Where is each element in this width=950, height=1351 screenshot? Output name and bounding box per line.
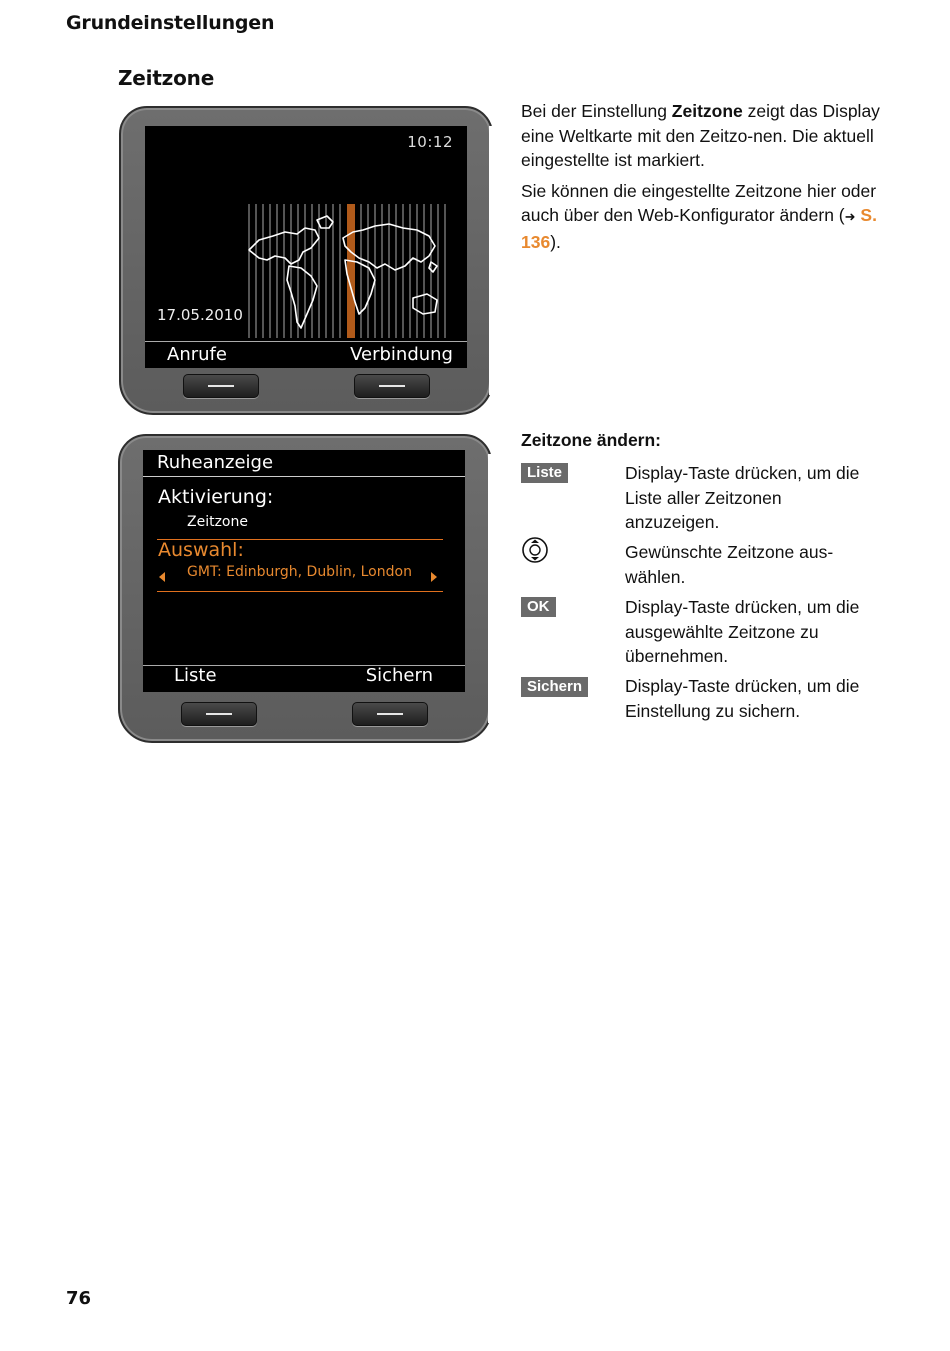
arrow-right-icon: ➜ <box>844 209 856 224</box>
display-screen-1 <box>145 126 467 368</box>
softkey-label-list: Liste <box>174 665 217 686</box>
arrow-left-icon[interactable] <box>159 572 165 582</box>
page-number: 76 <box>66 1288 92 1309</box>
phone-display-2 <box>118 434 492 743</box>
menu-title: Ruheanzeige <box>157 452 274 473</box>
timezone-value[interactable]: GMT: Edinburgh, Dublin, London <box>187 564 412 580</box>
softkey-bar-divider <box>145 341 467 342</box>
softkey-label-calls: Anrufe <box>167 344 227 365</box>
softkey-left-button-2[interactable] <box>181 702 257 726</box>
key-liste: Liste <box>521 463 568 483</box>
navigation-key-icon <box>521 536 549 564</box>
clock-time: 10:12 <box>407 133 453 151</box>
chapter-header: Grundeinstellungen <box>66 12 275 34</box>
softkey-label-connection: Verbindung <box>350 344 453 365</box>
display-date: 17.05.2010 <box>157 306 243 324</box>
procedure-title: Zeitzone ändern: <box>521 430 662 450</box>
phone-display-1 <box>119 106 493 415</box>
display-screen-2 <box>143 450 465 692</box>
key-sichern: Sichern <box>521 677 588 697</box>
page-reference-link[interactable]: S. 136 <box>521 205 877 252</box>
softkey-left-button-1[interactable] <box>183 374 259 398</box>
arrow-right-icon[interactable] <box>431 572 437 582</box>
activation-label: Aktivierung: <box>158 486 274 508</box>
softkey-right-button-1[interactable] <box>354 374 430 398</box>
key-ok: OK <box>521 597 556 617</box>
world-map-icon <box>245 202 455 340</box>
softkey-right-button-2[interactable] <box>352 702 428 726</box>
activation-value: Zeitzone <box>187 514 248 530</box>
intro-paragraph-2: Sie können die eingestellte Zeitzone hier oder auch über den Web-Konfigurator ändern (➜ S. 136). <box>521 180 877 252</box>
selected-field-bottom-border <box>157 591 443 592</box>
intro-text <box>521 99 881 254</box>
step-text-3: Display-Taste drücken, um die ausgewählte Zeitzone zu übernehmen. <box>625 597 860 666</box>
step-text-4: Display-Taste drücken, um die Einstellung zu sichern. <box>625 676 860 721</box>
step-text-2: Gewünschte Zeitzone aus-wählen. <box>625 542 834 587</box>
step-text-1: Display-Taste drücken, um die Liste aller Zeitzonen anzuzeigen. <box>625 463 860 532</box>
intro-paragraph-1: Bei der Einstellung Zeitzone zeigt das Display eine Weltkarte mit den Zeitzo-nen. Die aktuell eingestellte ist markiert. <box>521 101 880 170</box>
title-divider <box>143 476 465 477</box>
selection-label: Auswahl: <box>158 539 244 561</box>
softkey-label-save: Sichern <box>365 665 433 686</box>
section-title: Zeitzone <box>118 66 215 90</box>
